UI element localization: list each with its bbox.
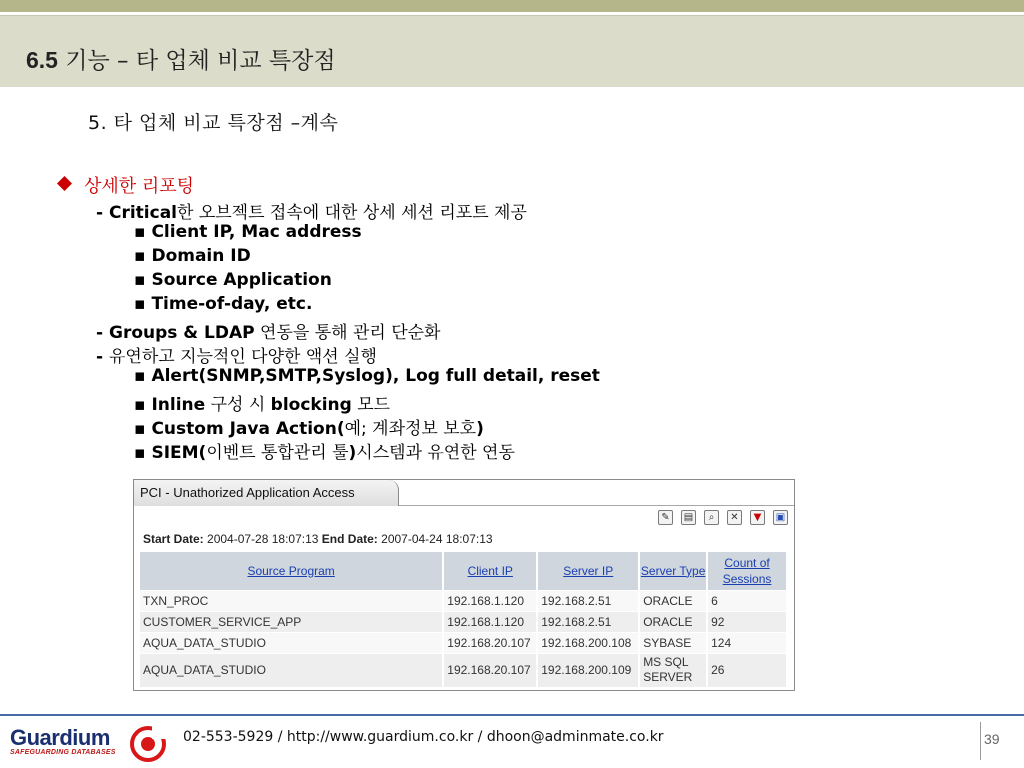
end-date-label: End Date: [321, 532, 378, 546]
table-cell: 92 [707, 611, 787, 632]
bullet-bold-text: ) [476, 419, 484, 439]
close-icon[interactable]: ✕ [727, 510, 742, 525]
square-bullet: ▪ [134, 246, 152, 266]
table-cell: 124 [707, 632, 787, 653]
table-cell: 192.168.2.51 [537, 590, 639, 611]
square-bullet: ▪ [134, 419, 152, 439]
page-number: 39 [984, 731, 1000, 747]
column-header-server-type[interactable]: Server Type [639, 552, 707, 590]
end-date-value: 2007-04-24 18:07:13 [377, 532, 493, 546]
column-header-source-program[interactable]: Source Program [140, 552, 443, 590]
edit-icon[interactable]: ✎ [658, 510, 673, 525]
bullet-line [134, 438, 515, 463]
table-cell: ORACLE [639, 590, 707, 611]
bullet-bold-text: Client IP, Mac address [151, 222, 362, 242]
square-bullet: ▪ [134, 443, 152, 463]
table-cell: 192.168.200.109 [537, 653, 639, 687]
bullet-line [134, 222, 362, 242]
square-bullet: ▪ [134, 366, 152, 386]
table-cell: 192.168.1.120 [443, 590, 537, 611]
table-cell: TXN_PROC [140, 590, 443, 611]
table-cell: 192.168.20.107 [443, 632, 537, 653]
bullet-bold-text: Critical [108, 203, 178, 223]
search-icon[interactable]: ⌕ [704, 510, 719, 525]
bullet-bold-text: Custom Java Action( [151, 419, 345, 439]
slide-subtitle: 5. 타 업체 비교 특장점 –계속 [88, 112, 339, 134]
square-bullet: ▪ [134, 222, 152, 242]
table-row [140, 611, 787, 632]
report-panel [133, 479, 795, 691]
top-decor-strip [0, 0, 1024, 12]
bullet-text: 시스템과 유연한 연동 [356, 443, 515, 463]
bullet-line [96, 342, 377, 367]
bullet-bold-text: Groups & LDAP [108, 323, 255, 343]
table-cell: 192.168.200.108 [537, 632, 639, 653]
bullet-text: 예; 계좌정보 보호 [344, 419, 477, 439]
dash-bullet: - [96, 323, 109, 343]
bullet-line [96, 318, 440, 343]
guardium-logo [10, 725, 116, 756]
bullet-line [134, 366, 600, 386]
report-tab[interactable]: PCI - Unathorized Application Access [134, 480, 399, 506]
slide-header [0, 15, 1024, 87]
start-date-label: Start Date: [143, 532, 204, 546]
section-heading: 상세한 리포팅 [84, 176, 195, 197]
bullet-line [96, 198, 527, 223]
bullet-bold-text: SIEM( [151, 443, 207, 463]
report-table [140, 552, 788, 687]
footer-divider-line [0, 714, 1024, 716]
column-header-server-ip[interactable]: Server IP [537, 552, 639, 590]
dropdown-icon[interactable]: ▼ [750, 510, 765, 525]
bullet-line [134, 414, 484, 439]
bullet-text: 구성 시 [205, 395, 271, 415]
square-bullet: ▪ [134, 294, 152, 314]
bullet-text: 한 오브젝트 접속에 대한 상세 세션 리포트 제공 [177, 203, 527, 223]
column-header-count-of-sessions[interactable]: Count of Sessions [707, 552, 787, 590]
panel-toolbar [658, 510, 788, 526]
table-cell: SYBASE [639, 632, 707, 653]
title-text: 기능 – 타 업체 비교 특장점 [57, 48, 336, 74]
print-icon[interactable]: ▤ [681, 510, 696, 525]
bullet-text: 이벤트 통합관리 툴 [206, 443, 349, 463]
bullet-bold-text: Time-of-day, etc. [151, 294, 313, 314]
table-cell: CUSTOMER_SERVICE_APP [140, 611, 443, 632]
logo-tagline: SAFEGUARDING DATABASES [10, 749, 116, 756]
bullet-line [134, 390, 390, 415]
bullet-text: 모드 [351, 395, 391, 415]
table-cell: 26 [707, 653, 787, 687]
bullet-bold-text: Source Application [151, 270, 332, 290]
column-header-client-ip[interactable]: Client IP [443, 552, 537, 590]
table-cell: ORACLE [639, 611, 707, 632]
table-row [140, 632, 787, 653]
date-range [143, 532, 493, 546]
bullet-text: 연동을 통해 관리 단순화 [254, 323, 441, 343]
table-cell: 192.168.2.51 [537, 611, 639, 632]
table-cell: 192.168.1.120 [443, 611, 537, 632]
section-number: 6.5 [26, 47, 58, 73]
table-cell: 6 [707, 590, 787, 611]
bullet-line [134, 246, 251, 266]
page-number-divider [980, 722, 981, 760]
table-cell: AQUA_DATA_STUDIO [140, 653, 443, 687]
bullet-bold-text: ) [348, 443, 357, 463]
logo-text: Guardium [10, 725, 110, 750]
bullet-bold-text: Inline [151, 395, 206, 415]
bullet-line [134, 270, 332, 290]
table-row [140, 590, 787, 611]
table-cell: MS SQL SERVER [639, 653, 707, 687]
adminmate-logo-icon [128, 725, 168, 763]
bullet-bold-text: Domain ID [151, 246, 251, 266]
footer-contact: 02-553-5929 / http://www.guardium.co.kr / dhoon@adminmate.co.kr [183, 729, 664, 745]
start-date-value: 2004-07-28 18:07:13 [203, 532, 322, 546]
dash-bullet: - [96, 347, 109, 367]
panel-tabbar [134, 480, 794, 506]
bullet-line [134, 294, 312, 314]
diamond-bullet-icon [57, 176, 72, 191]
table-header-row [140, 552, 787, 590]
table-row [140, 653, 787, 687]
window-icon[interactable]: ▣ [773, 510, 788, 525]
bullet-bold-text: blocking [270, 395, 352, 415]
table-cell: AQUA_DATA_STUDIO [140, 632, 443, 653]
square-bullet: ▪ [134, 270, 152, 290]
dash-bullet: - [96, 203, 109, 223]
square-bullet: ▪ [134, 395, 152, 415]
table-cell: 192.168.20.107 [443, 653, 537, 687]
slide-title [26, 42, 336, 75]
bullet-text: 유연하고 지능적인 다양한 액션 실행 [108, 347, 377, 367]
bullet-bold-text: Alert(SNMP,SMTP,Syslog), Log full detail, reset [151, 366, 600, 386]
